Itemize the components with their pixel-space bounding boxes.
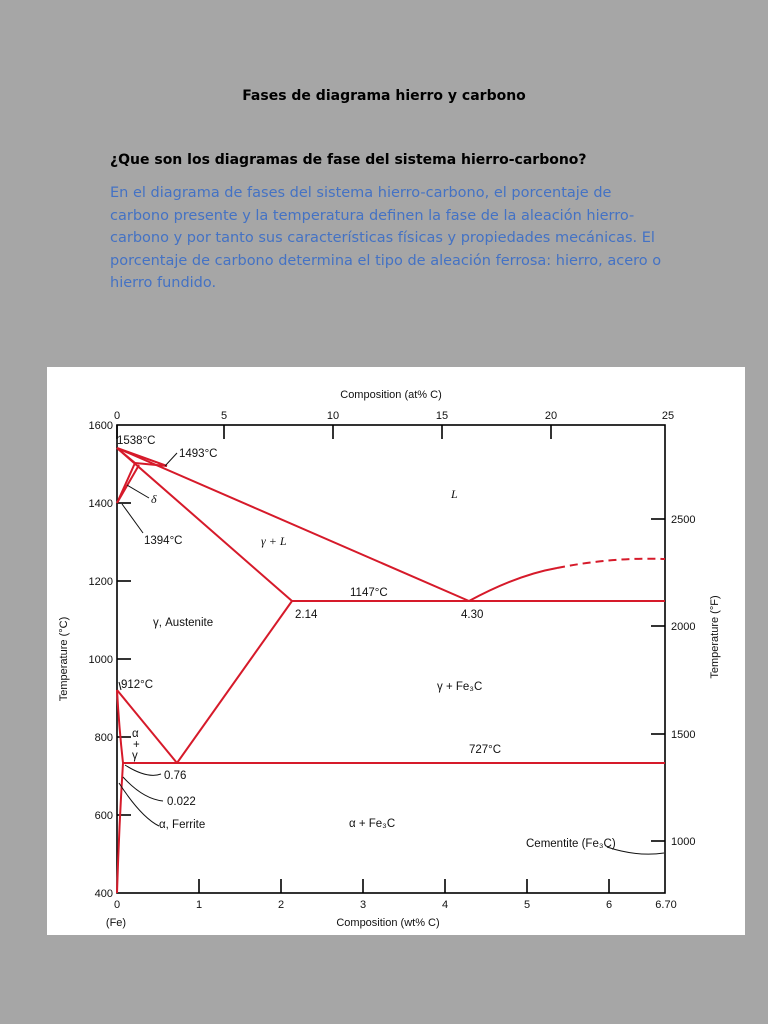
left-tick-label: 1600 [88,420,113,432]
label-0-022: 0.022 [167,796,196,808]
left-tick-label: 1400 [88,498,113,510]
leader-lines [119,453,664,854]
delta-gamma-2 [117,465,139,503]
bottom-tick-label: 3 [359,899,367,911]
label-ferrite: α, Ferrite [159,819,206,831]
left-tick-label: 1200 [88,576,113,588]
label-0-76: 0.76 [164,770,187,782]
right-tick-label: 1000 [671,836,696,848]
top-axis-title: Composition (at% C) [340,389,442,401]
alpha-solvus [117,763,123,893]
bottom-tick-label: 4 [441,899,449,911]
bottom-tick-label: 0 [113,899,121,911]
bottom-tick-label: 2 [277,899,285,911]
bottom-axis-ticks [199,879,609,893]
bottom-tick-label: 1 [195,899,203,911]
bottom-tick-label: 6.70 [655,899,677,911]
bottom-tick-label: 5 [523,899,531,911]
label-alpha-fe3c: α + Fe₃C [349,818,396,830]
label-delta: δ [151,492,157,506]
label-gamma: γ [132,750,138,762]
left-tick-label: 800 [94,732,113,744]
liquidus-cementite-dashed [557,559,665,568]
a3-line [117,690,177,763]
liquidus-cementite-solid [469,568,557,601]
label-plus: + [133,739,140,751]
label-1394c: 1394°C [144,535,183,547]
top-tick-label: 10 [326,410,340,422]
liquidus-hyper [117,448,469,601]
label-liquid: L [451,487,458,501]
label-1493c: 1493°C [179,448,218,460]
right-axis-ticks [651,519,665,841]
label-1147c: 1147°C [350,587,388,599]
label-912c: 912°C [121,679,154,691]
left-axis-ticks [117,503,131,815]
iron-carbon-phase-diagram [47,367,745,935]
label-cementite: Cementite (Fe₃C) [526,838,616,850]
alpha-gamma-boundary [117,690,123,763]
top-tick-label: 5 [220,410,228,422]
top-tick-label: 25 [661,410,675,422]
top-tick-label: 15 [435,410,449,422]
label-4-30: 4.30 [461,609,484,621]
left-tick-label: 400 [94,888,113,900]
label-austenite: γ, Austenite [153,617,214,629]
top-tick-label: 20 [544,410,558,422]
label-727c: 727°C [469,744,502,756]
left-tick-label: 1000 [88,654,113,666]
label-1538c: 1538°C [117,435,156,447]
label-gamma-fe3c: γ + Fe₃C [437,681,483,693]
description-paragraph: En el diagrama de fases del sistema hierro-carbono, el porcentaje de carbono presente y la temperatura definen la fase de la aleación hierro-carbono y por tanto sus características físicas y propiedades mecánicas. El porcentaje de carbono determina el tipo de aleación ferrosa: hierro, acero o hierro fundido. [110,185,662,291]
bottom-axis-title: Composition (wt% C) [336,917,440,929]
liquidus-left [117,448,292,601]
right-tick-label: 1500 [671,729,696,741]
left-tick-label: 600 [94,810,113,822]
right-tick-label: 2500 [671,514,696,526]
right-tick-label: 2000 [671,621,696,633]
page-title: Fases de diagrama hierro y carbono [242,88,526,104]
top-axis-ticks [117,425,551,439]
phase-diagram-svg [47,367,745,935]
label-alpha: α [132,728,139,740]
top-tick-label: 0 [113,410,121,422]
label-2-14: 2.14 [295,609,318,621]
bottom-tick-label: 6 [605,899,613,911]
left-axis-title: Temperature (°C) [58,616,70,702]
question-heading: ¿Que son los diagramas de fase del sistema hierro-carbono? [110,152,587,168]
fe-label: (Fe) [105,917,127,929]
label-gamma-l: γ + L [261,534,287,548]
right-axis-title: Temperature (°F) [709,595,721,679]
